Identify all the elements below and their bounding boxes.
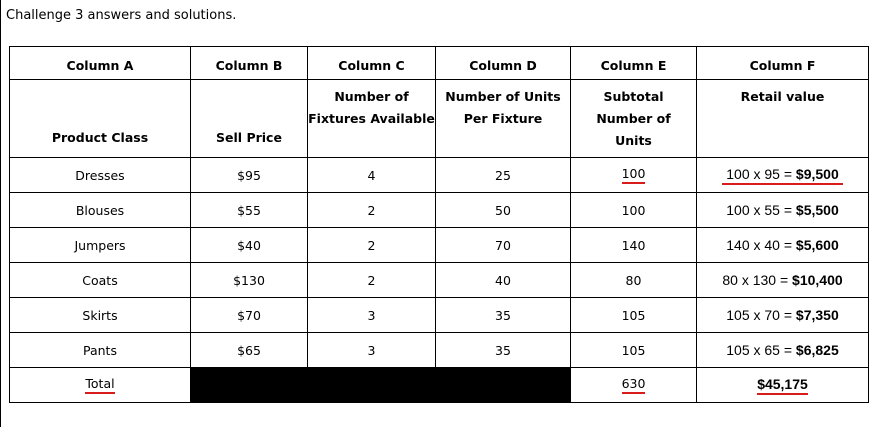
page-left-border (0, 0, 1, 427)
fixtures-cell: 4 (308, 158, 436, 193)
product-class-header: Product Class (10, 80, 191, 158)
total-retail-value: $45,175 (757, 377, 808, 395)
price-cell: $130 (191, 263, 308, 298)
per-fixture-cell: 25 (436, 158, 571, 193)
table-row (10, 228, 869, 263)
total-units-cell (571, 368, 697, 403)
total-label-cell (10, 368, 191, 403)
fixtures-header-line: Number of (334, 89, 409, 104)
price-cell: $95 (191, 158, 308, 193)
fixtures-cell: 2 (308, 263, 436, 298)
units-per-fixture-header (436, 80, 571, 158)
underlined-retail: 100 x 95 = $9,500 (722, 166, 843, 185)
price-cell: $70 (191, 298, 308, 333)
units-cell: 105 (571, 333, 697, 368)
units-per-fixture-line: Number of Units (445, 89, 561, 104)
subtotal-header-line: Subtotal (603, 89, 664, 104)
units-cell: 100 (571, 193, 697, 228)
product-cell: Blouses (10, 193, 191, 228)
retail-cell (697, 158, 869, 193)
per-fixture-cell: 35 (436, 333, 571, 368)
retail-cell: 105 x 70 = $7,350 (697, 298, 869, 333)
table-row (10, 193, 869, 228)
units-cell (571, 158, 697, 193)
blacked-out-cells (191, 368, 571, 403)
retail-cell: 80 x 130 = $10,400 (697, 263, 869, 298)
table-row (10, 298, 869, 333)
total-units: 630 (622, 376, 646, 394)
column-a-header: Column A (10, 47, 191, 80)
product-cell: Coats (10, 263, 191, 298)
column-f-header: Column F (697, 47, 869, 80)
underlined-units: 100 (622, 166, 646, 184)
fixtures-cell: 3 (308, 333, 436, 368)
per-fixture-cell: 50 (436, 193, 571, 228)
column-e-header: Column E (571, 47, 697, 80)
per-fixture-cell: 35 (436, 298, 571, 333)
per-fixture-cell: 70 (436, 228, 571, 263)
fixtures-available-header (308, 80, 436, 158)
subheader-row (10, 80, 869, 158)
units-per-fixture-line: Per Fixture (463, 111, 543, 126)
total-label: Total (85, 376, 114, 394)
fixtures-cell: 2 (308, 193, 436, 228)
subtotal-header-line: Units (615, 133, 652, 148)
table-row (10, 158, 869, 193)
retail-value-header: Retail value (697, 80, 869, 158)
units-cell: 105 (571, 298, 697, 333)
retail-cell: 100 x 55 = $5,500 (697, 193, 869, 228)
retail-cell: 105 x 65 = $6,825 (697, 333, 869, 368)
challenge-table (9, 46, 869, 403)
sell-price-header: Sell Price (191, 80, 308, 158)
price-cell: $65 (191, 333, 308, 368)
total-row (10, 368, 869, 403)
fixtures-header-line: Fixtures Available (308, 111, 435, 126)
total-retail-cell (697, 368, 869, 403)
subtotal-units-header (571, 80, 697, 158)
table-row (10, 263, 869, 298)
column-header-row (10, 47, 869, 80)
price-cell: $55 (191, 193, 308, 228)
product-cell: Jumpers (10, 228, 191, 263)
column-d-header: Column D (436, 47, 571, 80)
price-cell: $40 (191, 228, 308, 263)
per-fixture-cell: 40 (436, 263, 571, 298)
product-cell: Dresses (10, 158, 191, 193)
table-row (10, 333, 869, 368)
column-c-header: Column C (308, 47, 436, 80)
retail-cell: 140 x 40 = $5,600 (697, 228, 869, 263)
fixtures-cell: 3 (308, 298, 436, 333)
page-heading: Challenge 3 answers and solutions. (6, 8, 237, 23)
subtotal-header-line: Number of (596, 111, 671, 126)
product-cell: Skirts (10, 298, 191, 333)
fixtures-cell: 2 (308, 228, 436, 263)
product-cell: Pants (10, 333, 191, 368)
units-cell: 140 (571, 228, 697, 263)
column-b-header: Column B (191, 47, 308, 80)
units-cell: 80 (571, 263, 697, 298)
